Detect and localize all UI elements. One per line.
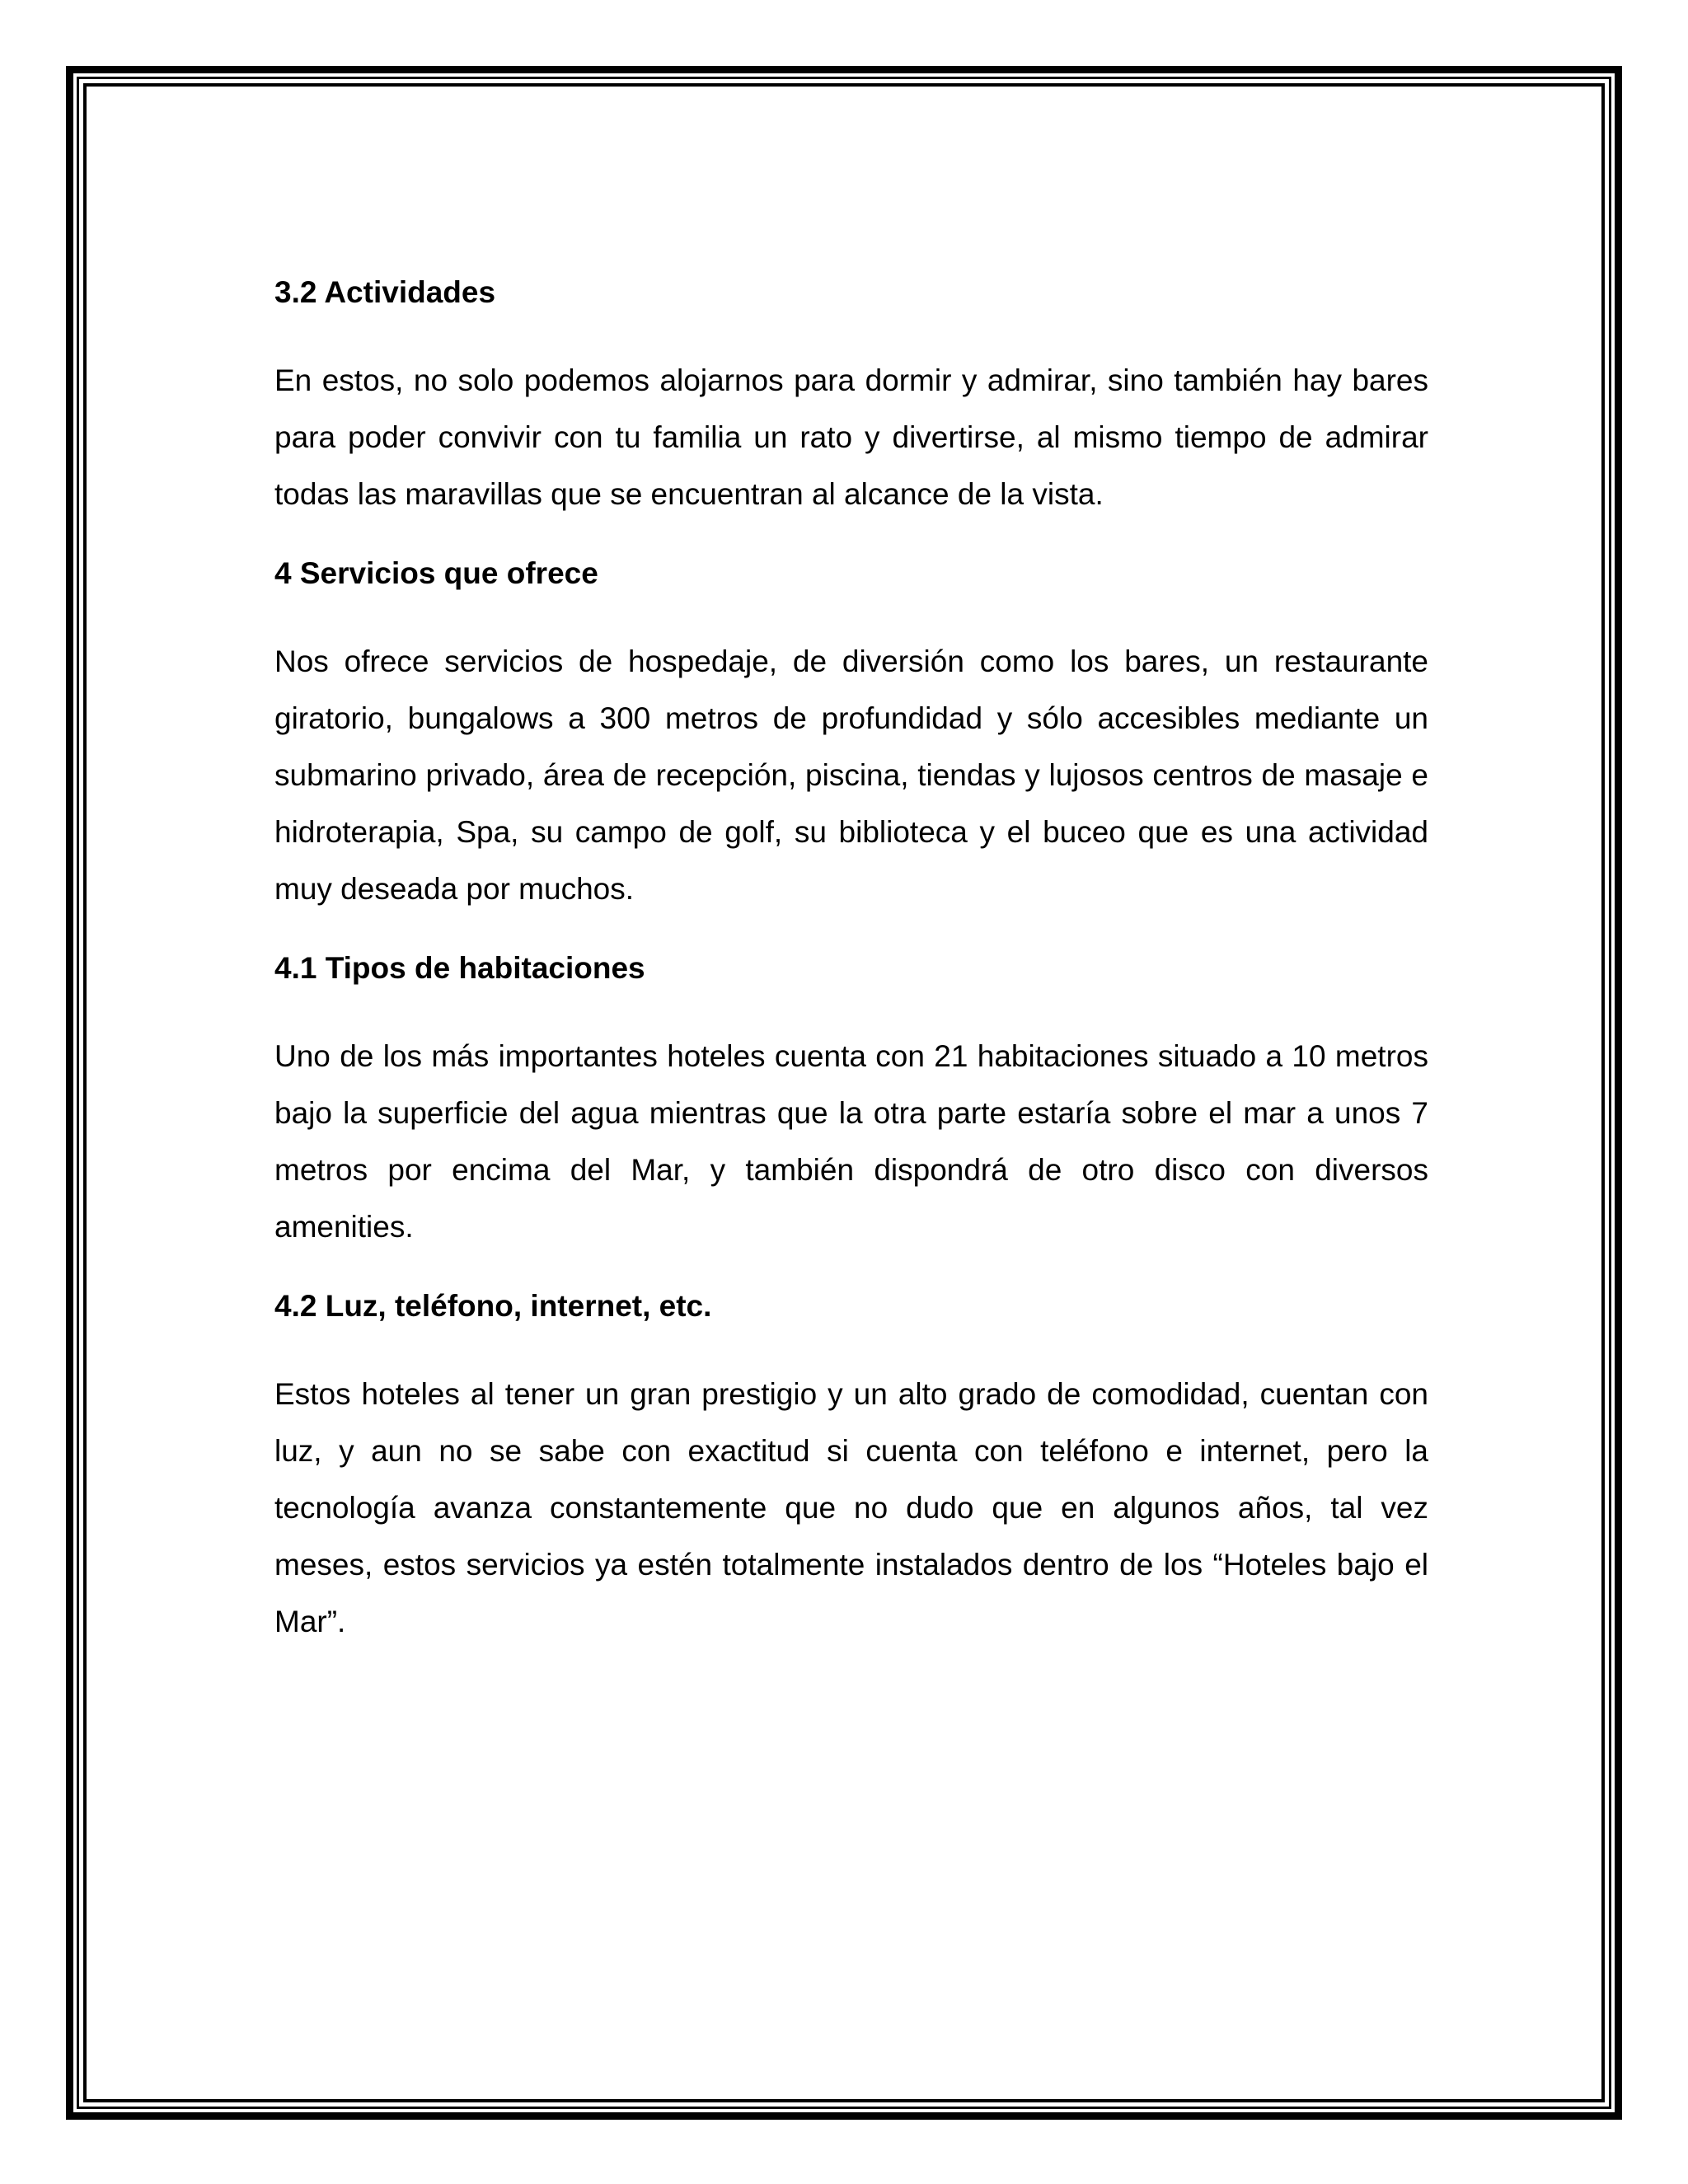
section-heading: 4.2 Luz, teléfono, internet, etc. [274, 1289, 712, 1323]
section-heading: 4 Servicios que ofrece [274, 556, 598, 590]
section-paragraph: En estos, no solo podemos alojarnos para dormir y admirar, sino también hay bares para poder convivir con tu familia un rato y divertirse, al mismo tiempo de admirar todas las maravillas que se encuentran al alcance de la vista. [274, 363, 1428, 511]
section-paragraph: Nos ofrece servicios de hospedaje, de diversión como los bares, un restaurante giratorio, bungalows a 300 metros de profundidad y sólo accesibles mediante un submarino privado, área de recepción, piscina, tiendas y lujosos centros de masaje e hidroterapia, Spa, su campo de golf, su biblioteca y el buceo que es una actividad muy deseada por muchos. [274, 644, 1428, 906]
section-servicios [274, 549, 1428, 917]
section-habitaciones [274, 944, 1428, 1255]
section-heading: 3.2 Actividades [274, 275, 496, 309]
section-luz-telefono [274, 1282, 1428, 1650]
section-paragraph: Estos hoteles al tener un gran prestigio y un alto grado de comodidad, cuentan con luz, y aun no se sabe con exactitud si cuenta con teléfono e internet, pero la tecnología avanza constantemente que no dudo que en algunos años, tal vez meses, estos servicios ya estén totalmente instalados dentro de los “Hoteles bajo el Mar”. [274, 1377, 1428, 1638]
section-heading: 4.1 Tipos de habitaciones [274, 951, 645, 985]
section-actividades [274, 268, 1428, 523]
section-paragraph: Uno de los más importantes hoteles cuenta con 21 habitaciones situado a 10 metros bajo la superficie del agua mientras que la otra parte estaría sobre el mar a unos 7 metros por encima del Mar, y también dispondrá de otro disco con diversos amenities. [274, 1039, 1428, 1244]
document-body [274, 268, 1428, 1676]
